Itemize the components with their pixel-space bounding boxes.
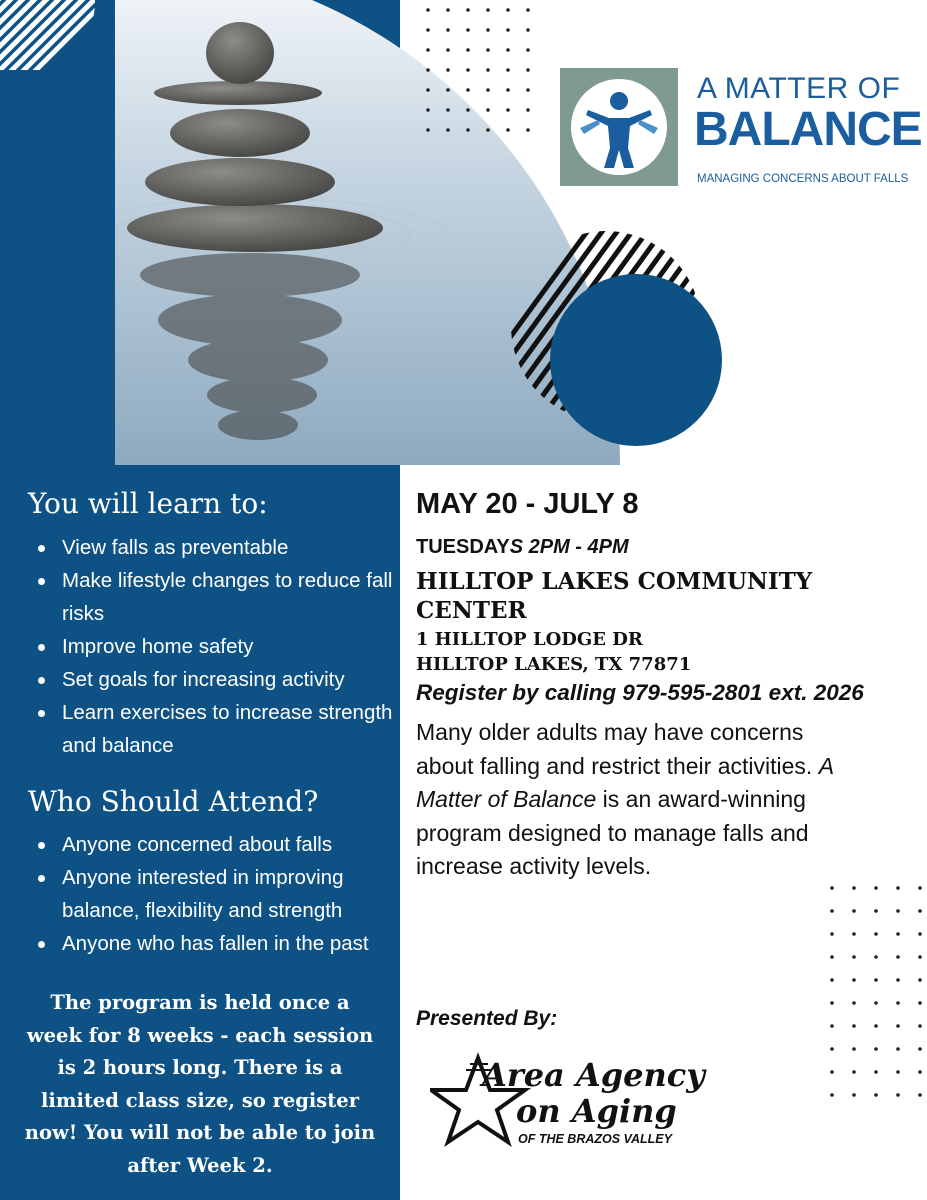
presented-by-label: Presented By: [416, 1007, 558, 1030]
description-text-end: is an award-winning program designed to manage falls and increase activity levels. [416, 786, 809, 879]
list-item: Anyone interested in improving balance, flexibility and strength [36, 861, 396, 927]
learn-list [36, 531, 396, 762]
logo-title: A MATTER OF [697, 72, 901, 105]
event-venue: HILLTOP LAKES COMMUNITY CENTER [416, 568, 813, 624]
event-time: S 2PM - 4PM [509, 536, 629, 558]
learn-heading: You will learn to: [28, 487, 268, 520]
dot-grid-decoration [420, 0, 550, 150]
program-note: The program is held once a week for 8 weeks - each session is 2 hours long. There is a limited class size, so register now! You will not be able to join after Week 2. [24, 991, 376, 1177]
event-dates: MAY 20 - JULY 8 [416, 488, 639, 520]
balance-logo-icon [560, 68, 678, 186]
list-item: Make lifestyle changes to reduce fall risks [36, 564, 396, 630]
attend-heading: Who Should Attend? [28, 785, 319, 818]
agency-name-line1: Area Agency [482, 1056, 705, 1094]
description-text: Many older adults may have concerns about falling and restrict their activities. [416, 719, 819, 779]
address-line-1: 1 HILLTOP LODGE DR [416, 629, 643, 650]
dot-grid-decoration-bottom [824, 880, 927, 1110]
list-item: Improve home safety [36, 630, 396, 663]
agency-name-line3: OF THE BRAZOS VALLEY [518, 1132, 672, 1146]
list-item: Set goals for increasing activity [36, 663, 396, 696]
list-item: Learn exercises to increase strength and balance [36, 696, 396, 762]
program-description [416, 716, 836, 884]
event-address [416, 627, 691, 677]
agency-name-line2: on Aging [516, 1092, 677, 1130]
event-day-name: TUESDAY [416, 536, 510, 558]
register-phone: Register by calling 979-595-2801 ext. 2026 [416, 680, 864, 705]
list-item: Anyone who has fallen in the past [36, 927, 396, 960]
logo-balance-word: BALANCE [694, 103, 922, 156]
area-agency-logo [430, 1050, 720, 1150]
address-line-2: HILLTOP LAKES, TX 77871 [416, 654, 692, 675]
logo-tagline: MANAGING CONCERNS ABOUT FALLS [697, 173, 909, 185]
list-item: Anyone concerned about falls [36, 828, 396, 861]
attend-list [36, 828, 396, 960]
description-program-name: A Matter of Balance [416, 752, 834, 812]
list-item: View falls as preventable [36, 531, 396, 564]
event-days [416, 536, 629, 559]
